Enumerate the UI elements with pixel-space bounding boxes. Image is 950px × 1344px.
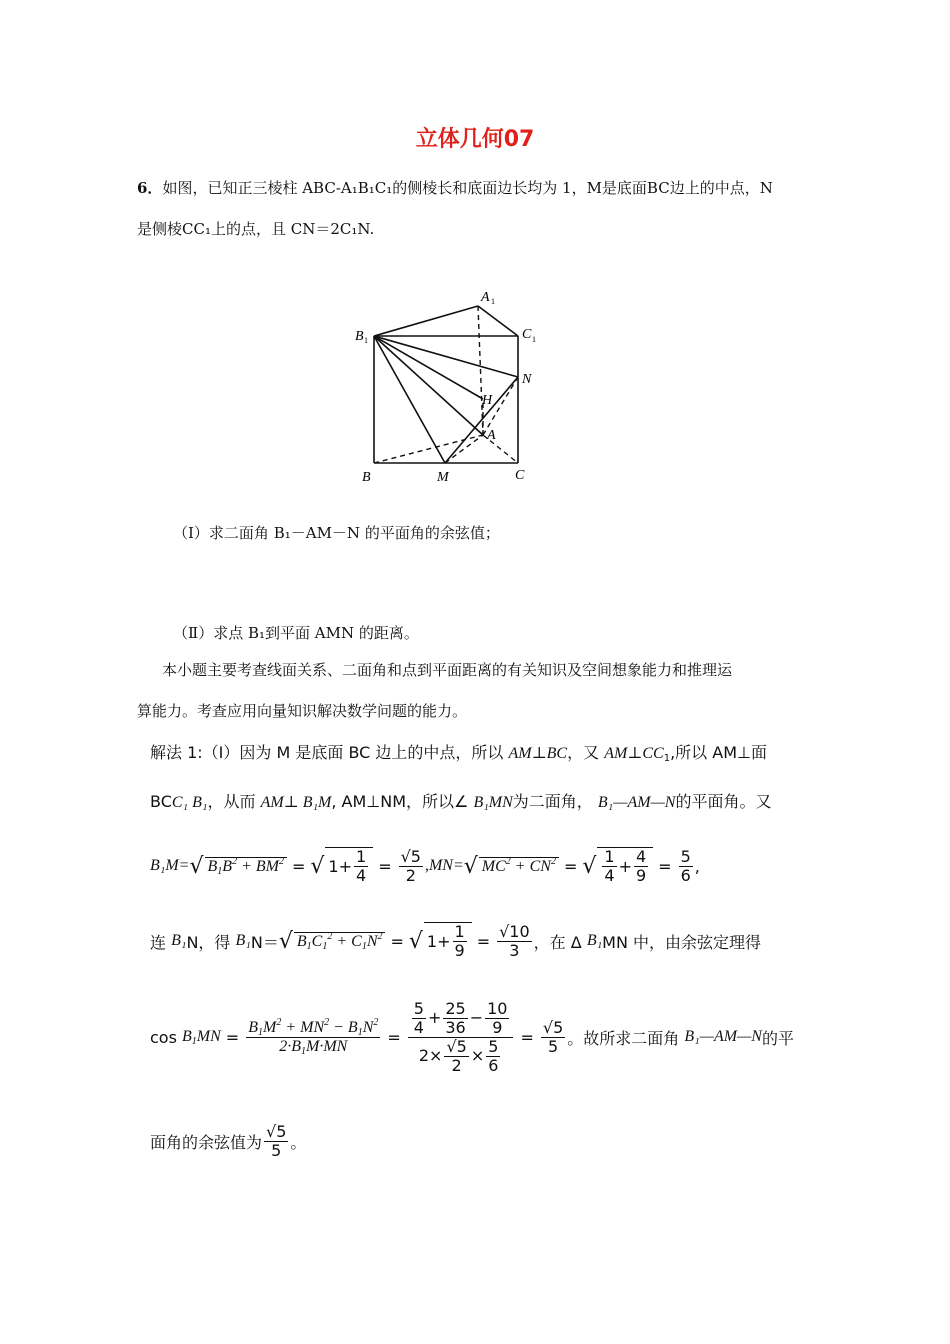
question-1: （Ⅰ）求二面角 B₁－AM－N 的平面角的余弦值；: [173, 524, 500, 542]
svg-text:1: 1: [532, 335, 536, 344]
label-c1: C: [522, 327, 532, 342]
solution-line-4: 连 B₁ N，得 B₁ N＝ √ $B_1C_1^2 + C_1N^2$ = √ 1+ $\frac{1}{9}$ = $\frac{√10}{3}$ ，在 Δ B₁ MN 中，由余弦定理得: [150, 921, 762, 960]
edge-ba: [374, 435, 483, 463]
edge-a1c1: [478, 306, 518, 336]
segment-b1h: [374, 336, 483, 399]
solution-line-6: 面角的余弦值为 $\frac{√5}{5}$ 。: [150, 1121, 307, 1160]
label-n: N: [522, 372, 532, 387]
label-a1: A: [481, 290, 490, 305]
page-title: 立体几何07: [415, 127, 535, 152]
label-b: B: [362, 470, 371, 485]
edge-b1a1: [374, 306, 478, 336]
solution-line-2: BCC₁ B₁，从而 AM⊥ B₁M, AM⊥NM，所以∠ B₁MN为二面角， B₁—AM—N的平面角。又: [150, 792, 772, 811]
label-c: C: [515, 468, 525, 483]
solution-line-1: 解法 1:（Ⅰ）因为 M 是底面 BC 边上的中点，所以 AM⊥BC，又 $AM\perp CC_1$,所以 AM⊥面: [150, 743, 767, 764]
svg-text:1: 1: [491, 297, 495, 306]
svg-text:1: 1: [364, 336, 368, 345]
label-h: H: [482, 393, 493, 408]
label-b1: B: [355, 329, 364, 344]
label-m: M: [437, 470, 449, 485]
solution-line-5: cos $B_1MN$ = $\frac{B_1M^2 + MN^2 - B_1N^2}{2\cdot B_1M\cdot MN}$ = $\frac{5}{4}$ + $\frac{25}{36}$ − $\frac{10}{9}$ 2× $\frac{√5}{2}$ × $\frac{5}{6}$ = $\frac{√5}{5}$ 。故所求二面角 B₁—AM—N 的平: [150, 998, 794, 1075]
edge-aa1: [478, 306, 483, 435]
solution-line-3: B₁M= √ $B_1B^2 + BM^2$ = √ 1+ $\frac{1}{4}$ = $\frac{√5}{2}$ ,MN= √ $MC^2 + CN^2$ = √ $\frac{1}{4}$ + $\frac{4}{9}$ = $\frac{5}{6}$ ,: [150, 846, 700, 885]
intro-line-2: 算能力。考查应用向量知识解决数学问题的能力。: [137, 702, 468, 720]
problem-number: 6．: [137, 179, 163, 197]
segment-b1m: [374, 336, 445, 463]
problem-line-1: [137, 178, 773, 198]
problem-text-2: 是侧棱CC₁上的点，且 CN＝2C₁N.: [137, 220, 375, 238]
problem-text-1: 如图，已知正三棱柱 ABC-A₁B₁C₁的侧棱长和底面边长均为 1，M是底面BC边上的中点，N: [162, 179, 773, 197]
label-a: A: [487, 428, 496, 443]
prism-figure: [345, 282, 545, 487]
question-2: （Ⅱ）求点 B₁到平面 AMN 的距离。: [173, 624, 419, 642]
intro-line-1: 本小题主要考查线面关系、二面角和点到平面距离的有关知识及空间想象能力和推理运: [162, 661, 733, 679]
